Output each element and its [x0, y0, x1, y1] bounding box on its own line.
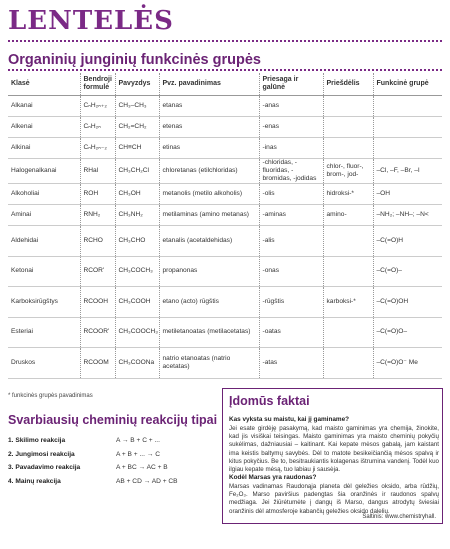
facts-question: Kas vyksta su maistu, kai jį gaminame? [229, 416, 350, 423]
reactions-list [8, 434, 213, 488]
table-cell: karboksi-* [323, 287, 373, 318]
table-cell: Alkoholiai [8, 184, 80, 205]
table-cell: -aminas [259, 205, 323, 226]
table-cell: CH₂=CH₂ [115, 117, 159, 138]
table-cell: CₙH₂ₙ [80, 117, 115, 138]
column-header: Pvz. pavadinimas [159, 73, 259, 96]
reaction-scheme: A → B + C + ... [116, 437, 160, 445]
table-cell: CH₃CH₂Cl [115, 159, 159, 184]
table-cell: hidroksi-* [323, 184, 373, 205]
table-cell: -alis [259, 226, 323, 257]
reaction-scheme: AB + CD → AD + CB [116, 477, 178, 485]
table-cell [323, 348, 373, 379]
column-header: Funkcinė grupė [373, 73, 442, 96]
table-cell: RNH₂ [80, 205, 115, 226]
table-cell: CH₃COONa [115, 348, 159, 379]
table-cell: -inas [259, 138, 323, 159]
table-cell: –OH [373, 184, 442, 205]
footnote: * funkcinės grupės pavadinimas [8, 393, 93, 399]
table-cell: etenas [159, 117, 259, 138]
table-cell: metilaminas (amino metanas) [159, 205, 259, 226]
page-title: LENTELĖS [8, 6, 174, 36]
table-cell [323, 117, 373, 138]
table-row [8, 96, 442, 117]
table-cell: CH₃–CH₃ [115, 96, 159, 117]
table-cell: metanolis (metilo alkoholis) [159, 184, 259, 205]
reaction-scheme: A + BC → AC + B [116, 464, 168, 472]
table-cell: etanas [159, 96, 259, 117]
table-cell [373, 96, 442, 117]
table-cell: chlor-, fluor-, brom-, jod- [323, 159, 373, 184]
section-title: Organinių junginių funkcinės grupės [8, 52, 261, 68]
table-cell: RHal [80, 159, 115, 184]
reaction-name: 3. Pavadavimo reakcija [8, 464, 81, 472]
table-header-row [8, 73, 442, 96]
table-cell: Alkinai [8, 138, 80, 159]
facts-paragraph: Jei esate girdėję pasakymą, kad maisto gaminimas yra chemija, žinokite, kad jis visiškai teisingas. Maisto gaminimas yra maisto cheminių pokyčių sukėlimas, dažniausiai – kaitinant. Kai kepate mėsos gabalą, jam kaistant ima keistis baltymų savybės. Dėl to matote besikeičiančią mėsos spalvą ir kitus pokyčius. Be to, besitraukiantis kolagenas ištrumina vandenį. Todėl kuo ilgiau kepate mėsą, tuo labiau ji sausėja. [229, 425, 439, 474]
table-cell: CH₃COOCH₃ [115, 317, 159, 348]
table-cell: –Cl, –F, –Br, –I [373, 159, 442, 184]
table-cell: –C(=O)– [373, 256, 442, 287]
table-cell: Alkanai [8, 96, 80, 117]
table-cell: etinas [159, 138, 259, 159]
table-cell: –C(=O)OH [373, 287, 442, 318]
table-cell: amino- [323, 205, 373, 226]
table-cell: ROH [80, 184, 115, 205]
table-cell: -anas [259, 96, 323, 117]
facts-question: Kodėl Marsas yra raudonas? [229, 474, 317, 481]
reaction-item [8, 434, 213, 448]
table-cell: CₙH₂ₙ₋₂ [80, 138, 115, 159]
facts-title: Įdomūs faktai [229, 394, 310, 408]
table-cell: propanonas [159, 256, 259, 287]
table-cell: –C(=O)H [373, 226, 442, 257]
table-cell: -olis [259, 184, 323, 205]
table-cell [373, 117, 442, 138]
table-cell: -chloridas, -fluoridas, -bromidas, -jodidas [259, 159, 323, 184]
table-cell: CH₃NH₂ [115, 205, 159, 226]
table-cell: Aminai [8, 205, 80, 226]
table-cell: Druskos [8, 348, 80, 379]
reaction-item [8, 461, 213, 475]
table-cell: -oatas [259, 317, 323, 348]
column-header: Priešdėlis [323, 73, 373, 96]
table-cell: CₙH₂ₙ₊₂ [80, 96, 115, 117]
functional-groups-table [8, 73, 442, 379]
table-row [8, 226, 442, 257]
reaction-name: 4. Mainų reakcija [8, 477, 61, 485]
facts-box [222, 388, 443, 524]
table-cell: Karboksirūgštys [8, 287, 80, 318]
column-header: Bendroji formulė [80, 73, 115, 96]
table-row [8, 159, 442, 184]
table-cell [323, 138, 373, 159]
table-cell: natrio etanoatas (natrio acetatas) [159, 348, 259, 379]
table-cell: RCHO [80, 226, 115, 257]
table-cell: Esteriai [8, 317, 80, 348]
table-cell [323, 96, 373, 117]
table-row [8, 205, 442, 226]
column-header: Priesaga ir galūnė [259, 73, 323, 96]
reaction-item [8, 448, 213, 462]
table-cell: CH₃OH [115, 184, 159, 205]
column-header: Klasė [8, 73, 80, 96]
table-cell: chloretanas (etilchloridas) [159, 159, 259, 184]
reactions-title: Svarbiausių cheminių reakcijų tipai [8, 413, 218, 427]
reaction-name: 2. Jungimosi reakcija [8, 450, 75, 458]
title-divider [8, 40, 442, 42]
table-row [8, 256, 442, 287]
table-cell: RCOOH [80, 287, 115, 318]
table-row [8, 117, 442, 138]
section-divider [8, 69, 442, 71]
table-cell [323, 256, 373, 287]
table-cell: etanalis (acetaldehidas) [159, 226, 259, 257]
table-row [8, 184, 442, 205]
reaction-scheme: A + B + ... → C [116, 450, 160, 458]
table-cell: etano (acto) rūgštis [159, 287, 259, 318]
table-cell: Alkenai [8, 117, 80, 138]
table-cell: -enas [259, 117, 323, 138]
table-cell: –C(=O)O⁻ Me [373, 348, 442, 379]
table-cell: CH₃CHO [115, 226, 159, 257]
table-cell: CH≡CH [115, 138, 159, 159]
table-cell [373, 138, 442, 159]
table-cell: -atas [259, 348, 323, 379]
table-cell: metiletanoatas (metilacetatas) [159, 317, 259, 348]
table-row [8, 348, 442, 379]
source-credit: Šaltinis: www.chemistryhall. [362, 514, 436, 520]
reaction-item [8, 475, 213, 489]
reaction-name: 1. Skilimo reakcija [8, 437, 66, 445]
table-cell: RCOOM [80, 348, 115, 379]
table-cell: –C(=O)O– [373, 317, 442, 348]
table-cell: RCOR' [80, 256, 115, 287]
table-cell [323, 226, 373, 257]
facts-paragraph: Marsas vadinamas Raudonąja planeta dėl geležies oksido, arba rūdžių, Fe₂O₃. Marso paviršius padengtas šia oranžinės ir raudonos spalvų medžiaga. Jei žiūrėtumėte į dangų iš Marso, dangus atrodytų šviesiai oranžinis dėl atmosferoje kabančių geležies oksido dalelių. [229, 483, 439, 515]
table-cell: -onas [259, 256, 323, 287]
table-row [8, 317, 442, 348]
table-cell: CH₃COOH [115, 287, 159, 318]
table-cell: CH₃COCH₃ [115, 256, 159, 287]
table-cell: RCOOR' [80, 317, 115, 348]
table-cell: Aldehidai [8, 226, 80, 257]
table-cell: –NH₂; –NH–; –N< [373, 205, 442, 226]
table-row [8, 138, 442, 159]
table-cell: -rūgštis [259, 287, 323, 318]
table-cell: Ketonai [8, 256, 80, 287]
column-header: Pavyzdys [115, 73, 159, 96]
table-cell [323, 317, 373, 348]
table-cell: Halogenalkanai [8, 159, 80, 184]
table-row [8, 287, 442, 318]
